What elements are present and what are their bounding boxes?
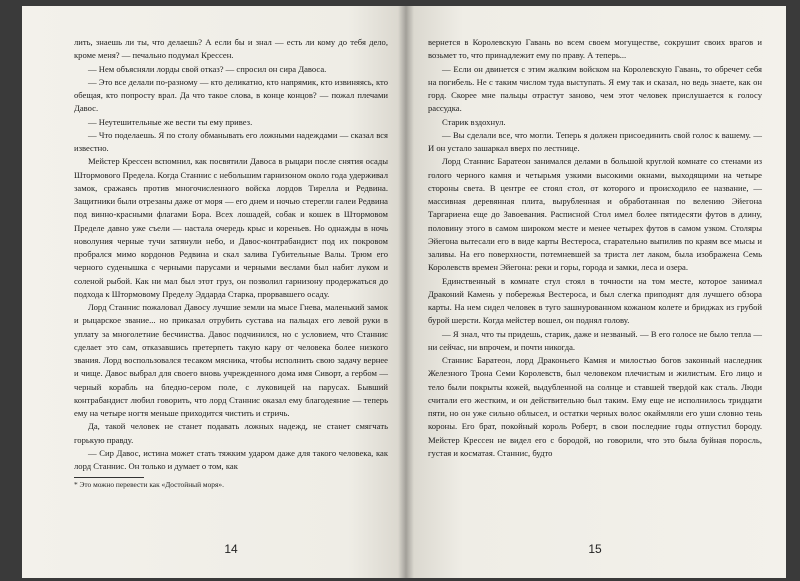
paragraph: — Нем объясняли лорды свой отказ? — спросил он сира Давоса. xyxy=(88,63,327,74)
paragraph: — Я знал, что ты придешь, старик, даже и незваный. — В его голосе не было тепла — ни сейчас, ни впрочем, и почти никогда. xyxy=(428,328,762,352)
paragraph: Лорд Станнис Баратеон занимался делами в большой круглой комнате со стенами из голого черного камня и четырьмя узкими высокими окнами, выходящими на четыре стороны света. В центре ее стоял стол, от которого и происходило ее название, — массивная деревянная плита, вырубленная и обработанная по велению Эйегона Таргариена еще до Завоевания. Расписной Стол имел более пятидесяти футов в длину, половину этого в самом широком месте и менее четырех футов в самом узком. Столяры Эйегона вытесали его в виде карты Вестероса, старательно выпилив по краям все мысы и заливы. На его поверхности, потемневшей за триста лет лаком, была изображена Семь Королевств времен Эйегона: реки и горы, города и замки, леса и озера. xyxy=(428,156,762,273)
paragraph: — Что поделаешь. Я по столу обманывать его ложными надеждами — сказал вся известно. xyxy=(74,129,388,153)
right-page-text xyxy=(428,36,762,460)
left-page xyxy=(22,6,406,578)
paragraph: — Неутешительные же вести ты ему привез. xyxy=(88,116,253,127)
footnote: * Это можно перевести как «Достойный моря». xyxy=(74,480,224,490)
paragraph: Старик вздохнул. xyxy=(442,116,506,127)
page-number-right: 15 xyxy=(588,542,602,556)
page-number-left: 14 xyxy=(224,542,238,556)
paragraph: Мейстер Крессен вспомнил, как посвятили Давоса в рыцари после снятия осады Штормового Предела. Когда Станнис с небольшим гарнизоном около года удерживал замок, сражаясь против многочисленного войска лордов Тирелла и Редвина. Защитники были отрезаны даже от моря — его днем и ночью стерегли галеи Редвина под винно-красными флагами Бора. Всех лошадей, собак и кошек в Штормовом Пределе давно уже съели — настала очередь крыс и кореньев. Но однажды в ночь новолуния черные тучи затянули небо, и Давос-контрабандист под их покровом пробрался мимо кордонов Редвина и скал залива Губительные Валы. Трюм его черного суденышка с черными парусами и черными веслами был набит луком и соленой рыбой. Как ни мал был этот груз, он позволил гарнизону продержаться до подхода к Штормовому Пределу Эддарда Старка, прорвавшего осаду. xyxy=(74,156,388,299)
paragraph: — Это все делали по-разному — кто деликатно, кто напрямик, кто извиняясь, кто обещая, кто попросту врал. Да что такое слова, в конце концов? — пожал плечами Давос. xyxy=(74,76,388,114)
book-gutter xyxy=(398,6,414,578)
footnote-rule xyxy=(74,477,144,478)
paragraph: лить, знаешь ли ты, что делаешь? А если бы и знал — есть ли кому до тебя дело, кроме меня? — печально подумал Крессен. xyxy=(74,37,388,61)
paragraph: — Сир Давос, истина может стать тяжким ударом даже для такого человека, как лорд Станнис. Он только и думает о том, как xyxy=(74,447,388,471)
left-page-text xyxy=(74,36,388,473)
paragraph: Единственный в комнате стул стоял в точности на том месте, которое занимал Драконий Камень у побережья Вестероса, и был слегка приподнят для лучшего обзора карты. На нем сидел человек в туго зашнурованном кожаном колете и бриджах из грубой бурой шерсти. Когда мейстер вошел, он поднял голову. xyxy=(428,275,762,326)
paragraph: Лорд Станнис пожаловал Давосу лучшие земли на мысе Гнева, маленький замок и рыцарское звание... но приказал отрубить сустава на пальцах его левой руки в уплату за многолетние бесчинства. Давос подчинился, но с условием, что Станнис сделает это сам, отказавшись претерпеть такую кару от человека более низкого звания. Лорд воспользовался тесаком мясника, чтобы исполнить свою задачу вернее и чище. Давос выбрал для своего вновь учрежденного дома имя Сиворт, а гербом — черный корабль на бледно-сером поле, с луковицей на парусах. Бывший контрабандист любил говорить, что лорд Станнис оказал ему благодеяние — теперь ему на четыре ногтя меньше приходится чистить и стричь. xyxy=(74,302,388,418)
paragraph: — Вы сделали все, что могли. Теперь я должен присоединить свой голос к вашему. — И он устало зашаркал вверх по лестнице. xyxy=(428,129,762,153)
paragraph: Станнис Баратеон, лорд Драконьего Камня и милостью богов законный наследник Железного Трона Семи Королевств, был человеком плечистым и жилистым. Его лицо и тело были покрыты кожей, выдубленной на солнце и ставшей твердой как сталь. Люди считали его жестким, и он действительно был таким. Ему еще не исполнилось тридцати пяти, но он уже сильно облысел, и остатки черных волос окаймляли его уши словно тень короны. Его брат, покойный король Роберт, в свои последние годы отпустил бороду. Мейстер Крессен не видел его с бородой, но говорили, что это была буйная поросль, густая и косматая. Станнис, будто xyxy=(428,355,762,458)
right-page xyxy=(406,6,786,578)
paragraph: вернется в Королевскую Гавань во всем своем могуществе, сокрушит своих врагов и возьмет то, что принадлежит ему по праву. А теперь... xyxy=(428,37,762,61)
paragraph: — Если он двинется с этим жалким войском на Королевскую Гавань, то обречет себя на погибель. Не с таким числом туда выступать. Я ему так и сказал, но ведь знаете, как он горд. Скорее мне пальцы отрастут заново, чем этот человек прислушается к голосу рассудка. xyxy=(428,63,762,114)
paragraph: Да, такой человек не станет подавать ложных надежд, не станет смягчать горькую правду. xyxy=(74,421,388,445)
